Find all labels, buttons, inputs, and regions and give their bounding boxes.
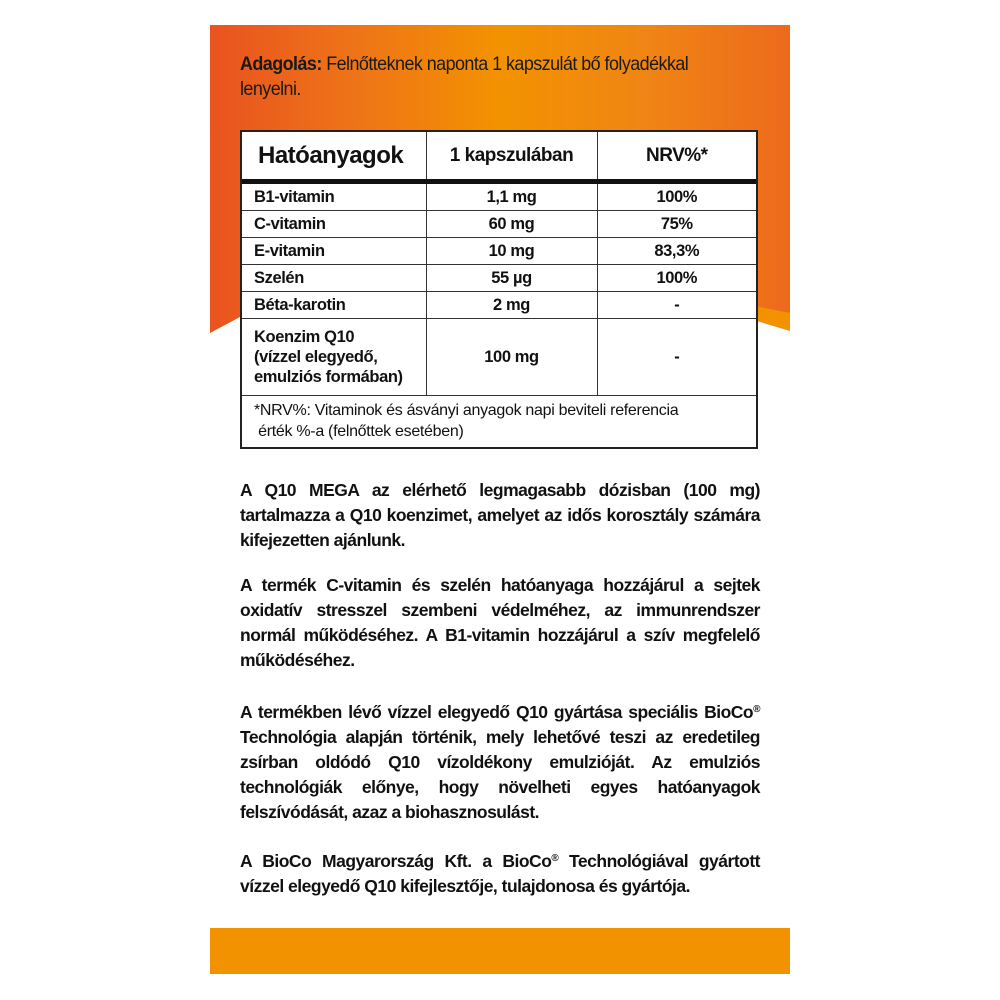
header-nrv: NRV%*	[597, 132, 756, 182]
ingredient-amount: 60 mg	[426, 211, 597, 238]
name-line: emulziós formában)	[254, 368, 403, 386]
table-header-row	[242, 132, 756, 182]
name-line: Koenzim Q10	[254, 328, 355, 346]
header-ingredients: Hatóanyagok	[242, 132, 426, 182]
header-per-capsule: 1 kapszulában	[426, 132, 597, 182]
orange-footer-bar	[210, 928, 790, 974]
table-row	[242, 265, 756, 292]
text-segment: A BioCo Magyarország Kft. a BioCo	[240, 850, 552, 871]
ingredient-nrv: 83,3%	[597, 238, 756, 265]
ingredient-name: B1-vitamin	[242, 182, 426, 211]
ingredient-amount: 10 mg	[426, 238, 597, 265]
dosage-label: Adagolás:	[240, 53, 322, 75]
table-row	[242, 182, 756, 211]
paragraph-manufacturer	[240, 846, 760, 899]
table-row	[242, 319, 756, 396]
text-segment: Technológia alapján történik, mely lehetővé teszi az eredetileg zsírban oldódó Q10 vízoldékony emulzióját. Az emulziós technológiák előnye, hogy növelheti egyes hatóanyagok felszívódását, azaz a biohasznosulást.	[240, 726, 760, 822]
ingredient-name: Szelén	[242, 265, 426, 292]
footnote-row	[242, 396, 756, 448]
ingredient-nrv: -	[597, 319, 756, 396]
paragraph-bioco-technology	[240, 697, 760, 825]
dosage-instructions	[240, 52, 737, 102]
text-segment: A termékben lévő vízzel elegyedő Q10 gyártása speciális BioCo	[240, 701, 754, 722]
ingredient-nrv: 100%	[597, 265, 756, 292]
table-row	[242, 211, 756, 238]
ingredient-nrv: -	[597, 292, 756, 319]
nutrition-table	[240, 130, 758, 449]
ingredient-nrv: 75%	[597, 211, 756, 238]
nrv-footnote	[242, 396, 756, 448]
registered-mark: ®	[753, 703, 760, 715]
ingredient-amount: 1,1 mg	[426, 182, 597, 211]
table-row	[242, 292, 756, 319]
table-row	[242, 238, 756, 265]
dosage-text: Felnőtteknek naponta 1 kapszulát bő folyadékkal lenyelni.	[240, 53, 689, 100]
registered-mark: ®	[551, 852, 559, 864]
ingredient-nrv: 100%	[597, 182, 756, 211]
footnote-line: érték %-a (felnőttek esetében)	[254, 423, 464, 440]
ingredient-amount: 100 mg	[426, 319, 597, 396]
footnote-line: *NRV%: Vitaminok és ásványi anyagok napi beviteli referencia	[254, 402, 679, 419]
paragraph-q10-dose: A Q10 MEGA az elérhető legmagasabb dózisban (100 mg) tartalmazza a Q10 koenzimet, amelyet az idős korosztály számára kifejezetten ajánlunk.	[240, 479, 760, 550]
ingredient-name: E-vitamin	[242, 238, 426, 265]
ingredient-amount: 55 µg	[426, 265, 597, 292]
ingredient-name: Béta-karotin	[242, 292, 426, 319]
ingredient-amount: 2 mg	[426, 292, 597, 319]
name-line: (vízzel elegyedő,	[254, 348, 378, 366]
ingredient-name: C-vitamin	[242, 211, 426, 238]
ingredient-name	[242, 319, 426, 396]
paragraph-vitamin-benefits: A termék C-vitamin és szelén hatóanyaga hozzájárul a sejtek oxidatív stresszel szembeni védelméhez, az immunrendszer normál működéséhez. A B1-vitamin hozzájárul a szív megfelelő működéséhez.	[240, 574, 760, 670]
text-segment: Technológiával gyártott vízzel elegyedő Q10 kifejlesztője, tulajdonosa és gyártója.	[240, 850, 761, 896]
